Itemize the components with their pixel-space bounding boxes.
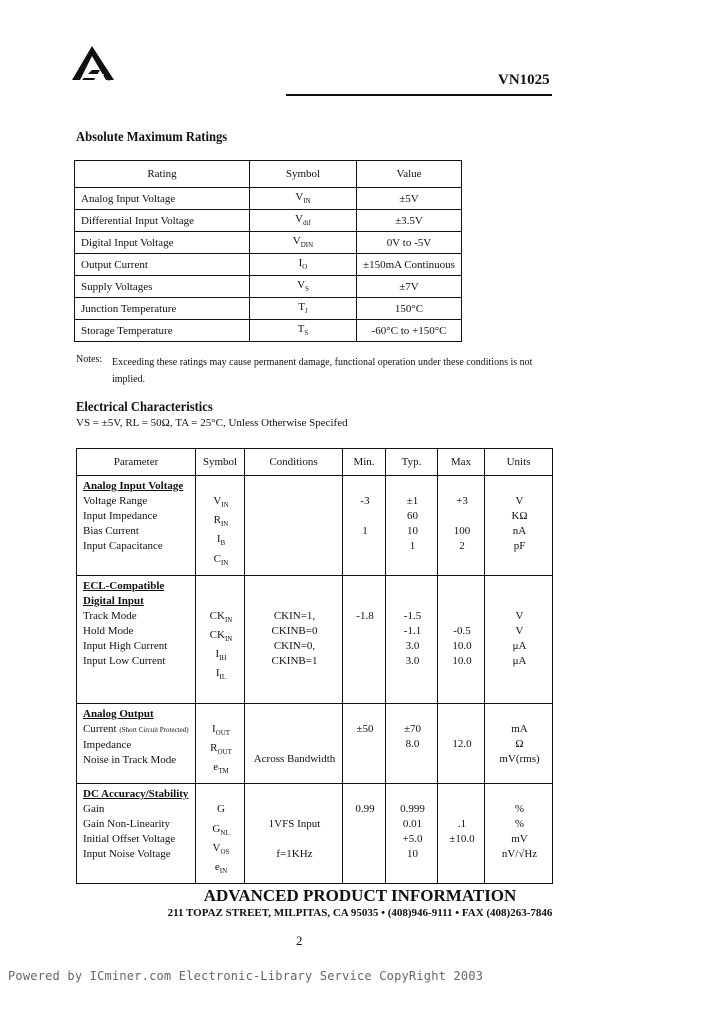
symbol-subscript: OUT <box>217 748 232 757</box>
param-value <box>83 738 191 753</box>
min-value <box>349 654 381 669</box>
parameter-note: (Short Circuit Protected) <box>119 725 189 734</box>
spacer <box>349 579 381 594</box>
typ-value: 3.0 <box>405 639 420 652</box>
parameter-name: Current <box>83 722 117 735</box>
value-cell: 150°C <box>357 298 462 320</box>
value-cell: ±5V <box>357 188 462 210</box>
symbol-main: e <box>213 761 219 774</box>
symbol-subscript: NL <box>220 828 230 837</box>
typ-value: -1.5 <box>403 609 422 622</box>
cond-cell <box>245 476 343 576</box>
min-value <box>349 737 381 752</box>
rating-cell: Supply Voltages <box>75 276 250 298</box>
typ-cell <box>386 784 438 884</box>
units-value: % <box>514 803 525 816</box>
spacer <box>202 579 240 594</box>
spacer <box>349 479 381 494</box>
sym-value <box>202 666 240 685</box>
sym-cell <box>196 575 245 703</box>
param-value <box>83 753 191 768</box>
param-value <box>83 524 191 539</box>
typ-value: 0.01 <box>402 818 423 831</box>
param-value <box>83 494 191 509</box>
cond-value <box>251 669 338 684</box>
units-cell <box>485 703 553 784</box>
max-value <box>444 609 480 624</box>
typ-value: +5.0 <box>402 833 423 846</box>
symbol-main: V <box>295 191 304 204</box>
param-value <box>83 817 191 832</box>
table-header-row <box>75 161 462 188</box>
symbol-main: R <box>210 741 218 754</box>
max-cell <box>438 784 485 884</box>
cond-value: CKIN=0, CKINB=1 <box>271 639 318 667</box>
units-value: KΩ <box>511 510 528 522</box>
param-value <box>83 847 191 862</box>
symbol-cell <box>250 254 357 276</box>
symbol-subscript: IN <box>224 615 233 624</box>
cond-value: 1VFS Input <box>268 818 321 831</box>
symbol-main: T <box>298 301 305 314</box>
sym-value <box>202 532 240 551</box>
parameter-name: Noise in Track Mode <box>83 753 177 766</box>
group-title: Digital Input <box>83 594 144 607</box>
param-value <box>83 654 191 669</box>
table-row <box>75 254 462 276</box>
max-value: 100 <box>453 525 471 537</box>
symbol-main: T <box>297 323 305 336</box>
parameter-name: Gain Non-Linearity <box>83 818 171 831</box>
cond-value <box>251 832 338 847</box>
footer-address: 211 TOPAZ STREET, MILPITAS, CA 95035 • (408)946-9111 • FAX (408)263-7846 <box>167 907 553 919</box>
spacer <box>392 479 433 494</box>
units-value: V <box>515 609 524 622</box>
spacer <box>491 579 548 594</box>
sym-value <box>202 647 240 666</box>
sym-value <box>202 741 240 760</box>
symbol-main: CK <box>209 609 225 622</box>
absolute-max-title: Absolute Maximum Ratings <box>76 130 228 145</box>
symbol-subscript: IN <box>303 197 311 206</box>
symbol-main: I <box>215 667 220 680</box>
symbol-main: I <box>298 257 303 270</box>
spacer <box>202 479 240 494</box>
spacer <box>202 594 240 609</box>
notes-text: Exceeding these ratings may cause permanent damage, functional operation under these conditions is not implied. <box>112 357 533 385</box>
cond-cell <box>245 575 343 703</box>
col-header: Typ. <box>386 449 438 476</box>
rating-cell: Digital Input Voltage <box>75 232 250 254</box>
value-cell: ±150mA Continuous <box>357 254 462 276</box>
units-cell <box>485 784 553 884</box>
notes-label: Notes: <box>76 354 103 365</box>
table-row <box>75 210 462 232</box>
spacer <box>444 594 480 609</box>
min-value: 1 <box>362 525 368 537</box>
typ-value: ±1 <box>406 495 419 507</box>
units-value: mA <box>511 722 528 735</box>
symbol-subscript: DIN <box>300 241 314 250</box>
spacer <box>349 594 381 609</box>
units-cell <box>485 575 553 703</box>
symbol-main: V <box>297 279 306 292</box>
min-value: -3 <box>360 495 370 507</box>
col-header: Units <box>485 449 553 476</box>
col-header: Min. <box>343 449 386 476</box>
table-group-row <box>77 784 553 884</box>
min-value <box>349 847 381 862</box>
min-value: 0.99 <box>355 803 375 816</box>
spacer <box>392 579 433 594</box>
max-value <box>444 802 480 817</box>
table-row <box>75 276 462 298</box>
col-header: Symbol <box>250 161 357 188</box>
max-cell <box>438 476 485 576</box>
symbol-main: V <box>212 841 221 854</box>
typ-cell <box>386 575 438 703</box>
sym-value <box>202 822 240 841</box>
symbol-subscript: IN <box>224 635 233 644</box>
min-value: ±50 <box>356 722 374 735</box>
max-value: +3 <box>456 495 468 507</box>
max-value: -0.5 <box>453 624 471 637</box>
cond-value <box>251 509 338 524</box>
param-value <box>83 832 191 847</box>
typ-value: 60 <box>407 510 418 522</box>
cond-value: CKIN=1, CKINB=0 <box>271 609 318 637</box>
sym-value <box>202 760 240 779</box>
min-value <box>349 639 381 654</box>
typ-value: 8.0 <box>405 737 420 750</box>
min-cell <box>343 703 386 784</box>
max-value: 10.0 <box>452 654 472 667</box>
symbol-main: I <box>215 648 220 661</box>
min-value <box>349 817 381 832</box>
max-value <box>444 752 480 767</box>
col-header: Rating <box>75 161 250 188</box>
spacer <box>202 787 240 802</box>
cond-value: Across Bandwidth <box>253 752 336 765</box>
units-value: nV/√Hz <box>501 848 538 861</box>
spacer <box>444 579 480 594</box>
col-header: Value <box>357 161 462 188</box>
cond-value <box>251 539 338 554</box>
symbol-main: V <box>213 495 222 507</box>
table-row <box>75 188 462 210</box>
cond-cell <box>245 703 343 784</box>
symbol-subscript: OUT <box>215 728 231 737</box>
cond-cell <box>245 784 343 884</box>
param-cell <box>77 476 196 576</box>
spacer <box>349 707 381 722</box>
spacer <box>392 594 433 609</box>
table-group-row <box>77 703 553 784</box>
spacer <box>491 707 548 722</box>
symbol-main: C <box>213 552 221 565</box>
max-value <box>444 847 480 862</box>
spacer <box>349 787 381 802</box>
typ-cell <box>386 476 438 576</box>
param-cell <box>77 784 196 884</box>
symbol-subscript: IL <box>219 673 227 682</box>
param-value <box>83 609 191 624</box>
param-cell <box>77 703 196 784</box>
max-value <box>444 509 480 524</box>
table-group-row <box>77 575 553 703</box>
symbol-main: I <box>216 533 221 546</box>
max-value: .1 <box>457 818 467 831</box>
symbol-subscript: B <box>220 539 226 548</box>
symbol-subscript: TM <box>218 767 229 776</box>
rating-cell: Analog Input Voltage <box>75 188 250 210</box>
col-header: Conditions <box>245 449 343 476</box>
symbol-cell <box>250 210 357 232</box>
symbol-main: V <box>295 213 304 226</box>
min-cell <box>343 476 386 576</box>
page-number: 2 <box>296 933 303 948</box>
spacer <box>251 594 338 609</box>
symbol-subscript: S <box>304 329 309 338</box>
cond-value <box>251 737 338 752</box>
sym-value <box>202 628 240 647</box>
spacer <box>392 707 433 722</box>
cond-value <box>251 494 338 509</box>
electrical-title: Electrical Characteristics <box>76 400 213 415</box>
spacer <box>392 787 433 802</box>
value-cell: ±7V <box>357 276 462 298</box>
symbol-subscript: dif <box>303 219 311 228</box>
value-cell: 0V to -5V <box>357 232 462 254</box>
max-cell <box>438 703 485 784</box>
spacer <box>202 707 240 722</box>
param-value <box>83 722 191 738</box>
units-value: mV <box>511 833 528 846</box>
max-cell <box>438 575 485 703</box>
table-row <box>75 232 462 254</box>
parameter-name: Input Capacitance <box>83 540 163 552</box>
spacer <box>491 479 548 494</box>
value-cell: -60°C to +150°C <box>357 320 462 342</box>
group-title: ECL-Compatible <box>83 579 165 592</box>
typ-value: 10 <box>407 525 418 537</box>
parameter-name: Input High Current <box>83 639 168 652</box>
sym-value <box>202 722 240 741</box>
cond-value <box>251 524 338 539</box>
units-value: % <box>514 818 525 831</box>
symbol-main: I <box>211 722 216 735</box>
table-row <box>75 298 462 320</box>
sym-value <box>202 513 240 532</box>
units-value: μA <box>512 654 527 667</box>
param-cell <box>77 575 196 703</box>
max-value: 2 <box>459 540 465 552</box>
min-value <box>349 752 381 767</box>
sym-cell <box>196 476 245 576</box>
col-header: Symbol <box>196 449 245 476</box>
powered-by-notice: Powered by ICminer.com Electronic-Library Service CopyRight 2003 <box>8 969 484 983</box>
rating-cell: Junction Temperature <box>75 298 250 320</box>
sym-cell <box>196 784 245 884</box>
typ-value: 3.0 <box>405 654 420 667</box>
units-value: V <box>515 495 524 507</box>
symbol-cell <box>250 298 357 320</box>
symbol-main: V <box>292 235 301 248</box>
absolute-max-table <box>74 160 462 342</box>
parameter-name: Initial Offset Voltage <box>83 833 176 846</box>
sym-value <box>202 494 240 513</box>
header-rule <box>286 94 552 96</box>
table-header-row <box>77 449 553 476</box>
spacer <box>491 594 548 609</box>
col-header: Max <box>438 449 485 476</box>
param-value <box>83 539 191 554</box>
symbol-subscript: OS <box>220 847 230 856</box>
parameter-name: Impedance <box>83 738 132 751</box>
symbol-cell <box>250 320 357 342</box>
rating-cell: Differential Input Voltage <box>75 210 250 232</box>
min-cell <box>343 575 386 703</box>
spacer <box>444 479 480 494</box>
param-value <box>83 624 191 639</box>
parameter-name: Gain <box>83 803 105 816</box>
units-value: mV(rms) <box>499 752 540 765</box>
parameter-name: Bias Current <box>83 525 139 537</box>
max-value: ±10.0 <box>449 833 475 846</box>
symbol-subscript: S <box>305 285 309 294</box>
sym-value <box>202 552 240 571</box>
units-value: V <box>515 624 524 637</box>
spacer <box>251 479 338 494</box>
param-value <box>83 802 191 817</box>
spacer <box>251 787 338 802</box>
typ-value: -1.1 <box>403 624 422 637</box>
min-value <box>349 509 381 524</box>
cond-value <box>251 684 338 699</box>
units-cell <box>485 476 553 576</box>
parameter-name: Hold Mode <box>83 624 134 637</box>
max-value: 12.0 <box>452 737 472 750</box>
units-value: pF <box>513 540 526 552</box>
min-value: -1.8 <box>356 609 374 622</box>
value-cell: ±3.5V <box>357 210 462 232</box>
parameter-name: Track Mode <box>83 609 137 622</box>
param-value <box>83 509 191 524</box>
spacer <box>444 707 480 722</box>
symbol-subscript: IN <box>219 867 228 876</box>
min-value <box>349 832 381 847</box>
symbol-cell <box>250 276 357 298</box>
spacer <box>491 787 548 802</box>
units-value: Ω <box>515 737 524 750</box>
max-value: 10.0 <box>452 639 472 652</box>
cond-value <box>251 802 338 817</box>
min-value <box>349 624 381 639</box>
cond-value: f=1KHz <box>276 848 313 861</box>
typ-value: ±70 <box>403 722 422 735</box>
typ-value: 0.999 <box>400 803 425 816</box>
units-value: μA <box>512 639 527 652</box>
sym-value <box>202 841 240 860</box>
footer-title: ADVANCED PRODUCT INFORMATION <box>203 886 517 905</box>
symbol-subscript: IH <box>219 654 227 663</box>
typ-value <box>392 752 433 767</box>
symbol-main: e <box>214 860 220 873</box>
parameter-name: Input Noise Voltage <box>83 848 171 861</box>
sym-value <box>202 609 240 628</box>
sym-value <box>202 802 240 821</box>
max-value <box>444 722 480 737</box>
param-value <box>83 639 191 654</box>
symbol-main: G <box>217 803 225 816</box>
parameter-name: Input Low Current <box>83 654 166 667</box>
min-cell <box>343 784 386 884</box>
parameter-name: Input Impedance <box>83 510 158 522</box>
table-group-row <box>77 476 553 576</box>
symbol-cell <box>250 232 357 254</box>
symbol-subscript: IN <box>220 558 229 567</box>
parameter-name: Voltage Range <box>83 495 148 507</box>
company-logo <box>70 44 116 82</box>
col-header: Parameter <box>77 449 196 476</box>
symbol-subscript: J <box>305 307 308 316</box>
group-title: DC Accuracy/Stability <box>83 788 189 801</box>
typ-value: 10 <box>407 848 418 861</box>
typ-cell <box>386 703 438 784</box>
table-row <box>75 320 462 342</box>
part-number: VN1025 <box>498 72 550 88</box>
symbol-subscript: IN <box>220 520 229 529</box>
spacer <box>251 579 338 594</box>
spacer <box>444 787 480 802</box>
rating-cell: Output Current <box>75 254 250 276</box>
symbol-cell <box>250 188 357 210</box>
spacer <box>251 707 338 722</box>
group-title: Analog Input Voltage <box>83 480 184 492</box>
min-value <box>349 539 381 554</box>
rating-cell: Storage Temperature <box>75 320 250 342</box>
electrical-table <box>76 448 553 884</box>
symbol-main: R <box>213 514 221 527</box>
symbol-main: G <box>212 822 221 835</box>
units-value: nA <box>512 525 527 537</box>
sym-value <box>202 860 240 879</box>
symbol-subscript: O <box>302 263 308 272</box>
cond-value <box>251 722 338 737</box>
electrical-conditions: VS = ±5V, RL = 50Ω, TA = 25°C, Unless Otherwise Specifed <box>76 417 348 429</box>
group-title: Analog Output <box>83 707 154 720</box>
sym-cell <box>196 703 245 784</box>
symbol-subscript: IN <box>221 501 229 510</box>
symbol-main: CK <box>209 628 225 641</box>
typ-value: 1 <box>409 540 416 552</box>
